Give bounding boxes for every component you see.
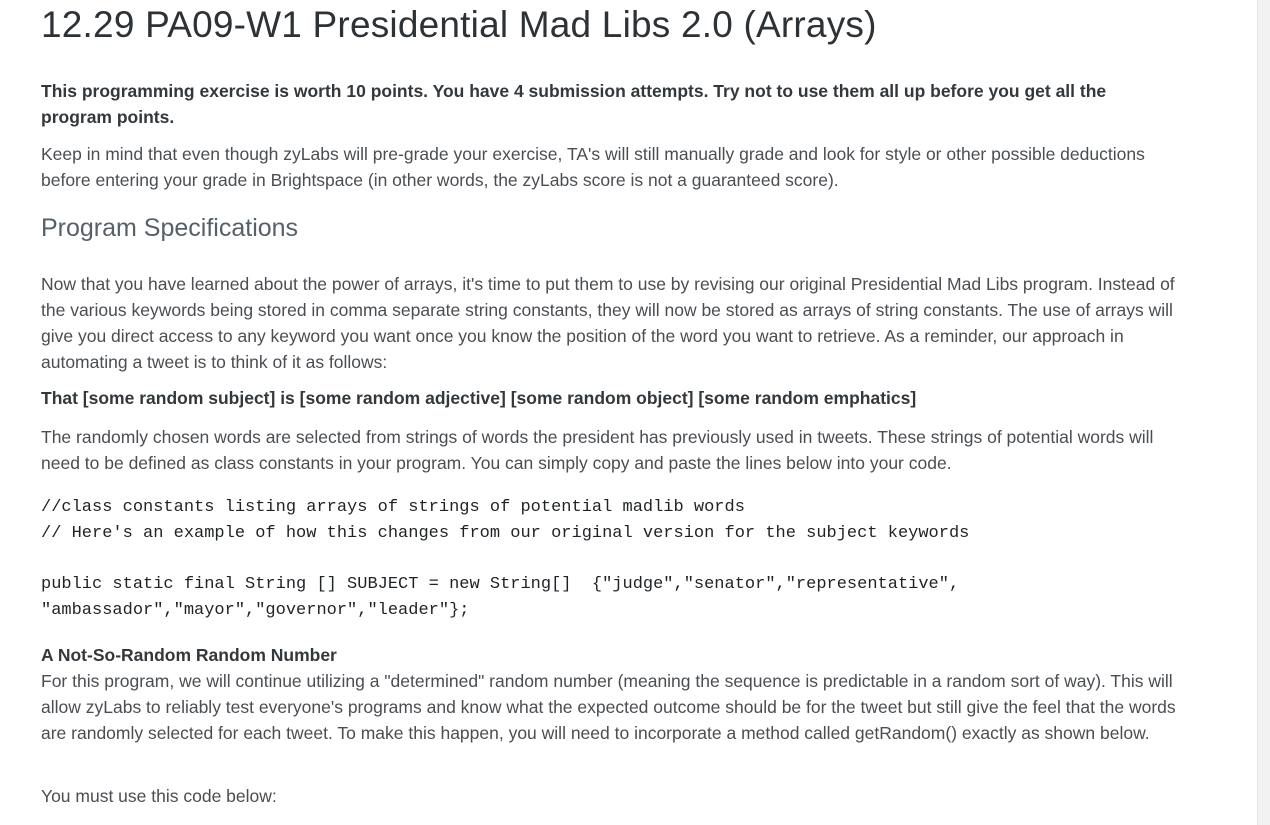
random-number-paragraph: For this program, we will continue utilizing a "determined" random number (meaning the sequence is predictable in a random sort of way). This will allow zyLabs to reliably test everyone's programs and know what the expected outcome should be for the tweet but still give the feel that the words are randomly selected for each tweet. To make this happen, you will need to incorporate a method called getRandom() exactly as shown below. xyxy=(41,671,1176,743)
must-use-code-label: You must use this code below: xyxy=(41,786,277,806)
page-title: 12.29 PA09-W1 Presidential Mad Libs 2.0 (Arrays) xyxy=(41,4,877,45)
page-scrollbar[interactable] xyxy=(1257,0,1270,825)
grading-note: Keep in mind that even though zyLabs will pre-grade your exercise, TA's will still manually grade and look for style or other possible deductions before entering your grade in Brightspace (in other words, the zyLabs score is not a guaranteed score). xyxy=(41,144,1145,190)
subject-array-code: public static final String [] SUBJECT = new String[] {"judge","senator","representative", "ambassador","mayor","governor","leader"}; xyxy=(41,575,960,620)
random-number-heading: A Not-So-Random Random Number xyxy=(41,645,337,665)
tweet-template: That [some random subject] is [some random adjective] [some random object] [some random emphatics] xyxy=(41,388,917,408)
random-words-paragraph: The randomly chosen words are selected from strings of words the president has previously used in tweets. These strings of potential words will need to be defined as class constants in your program. You can simply copy and paste the lines below into your code. xyxy=(41,427,1154,473)
code-comment-block: //class constants listing arrays of strings of potential madlib words // Here's an example of how this changes from our original version for the subject keywords xyxy=(41,498,970,543)
program-specifications-heading: Program Specifications xyxy=(41,214,299,242)
specifications-paragraph: Now that you have learned about the power of arrays, it's time to put them to use by revising our original Presidential Mad Libs program. Instead of the various keywords being stored in comma separate string constants, they will now be stored as arrays of string constants. The use of arrays will give you direct access to any keyword you want once you know the position of the word you want to retrieve. As a reminder, our approach in automating a tweet is to think of it as follows: xyxy=(41,274,1175,372)
points-notice: This programming exercise is worth 10 points. You have 4 submission attempts. Try not to use them all up before you get all the program points. xyxy=(41,81,1107,127)
